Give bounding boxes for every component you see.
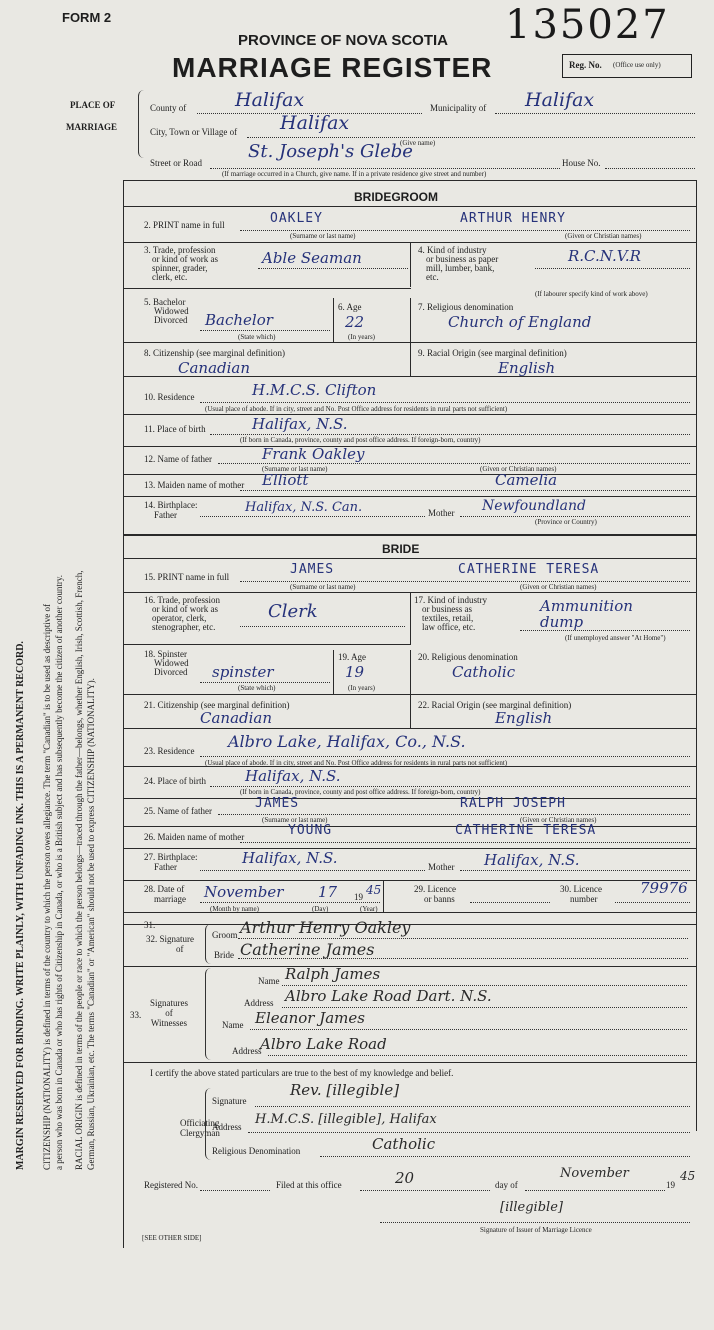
f14-note: (Province or Country) (535, 518, 597, 526)
f22-value: English (495, 709, 553, 727)
f11-note: (If born in Canada, province, county and post office address. If foreign-born, country) (240, 436, 481, 444)
w2-name-label: Name (222, 1020, 244, 1030)
f7-value: Church of England (448, 313, 592, 331)
f22-label: 22. Racial Origin (see marginal definition) (418, 700, 572, 710)
f23-label: 23. Residence (144, 746, 195, 756)
f23-note: (Usual place of abode. If in city, street and No. Post Office address for residents in rural parts not sufficient) (205, 759, 508, 767)
f14-mother-label: Mother (428, 508, 455, 518)
f25-surname-caption: (Surname or last name) (262, 816, 328, 824)
clergy-signature-label: Signature (212, 1096, 247, 1106)
sig-brace (205, 924, 212, 964)
registration-number: 135027 (505, 2, 670, 48)
f33-label: Signatures of Witnesses (150, 998, 188, 1028)
f15-given-caption: (Given or Christian names) (520, 583, 597, 591)
street-label: Street or Road (150, 158, 202, 168)
f19-value: 19 (345, 663, 365, 681)
f25-label: 25. Name of father (144, 806, 212, 816)
f12-given-caption: (Given or Christian names) (480, 465, 557, 473)
f3-label: 3. Trade, profession or kind of work as spinner, grader, clerk, etc. (144, 245, 218, 282)
f31-label: 31. (144, 920, 156, 930)
reg-no-label: Reg. No. (569, 60, 602, 70)
w2-address-label: Address (232, 1046, 262, 1056)
filed-day: 20 (395, 1169, 415, 1187)
f33-number: 33. (130, 1010, 142, 1020)
form-number: FORM 2 (62, 10, 112, 25)
w2-address: Albro Lake Road (260, 1035, 387, 1053)
f8-value: Canadian (178, 359, 251, 377)
f6-label: 6. Age (338, 302, 362, 312)
f18-state-caption: (State which) (238, 684, 276, 692)
f10-note: (Usual place of abode. If in city, street and No. Post Office address for residents in rural parts not sufficient) (205, 405, 508, 413)
f26-surname: YOUNG (288, 823, 333, 838)
sidebar-line-5: RACIAL ORIGIN is defined in terms of the people or race to which the person belongs—traced through the father—belongs, whether English, Irish, Scottish, French, (74, 570, 84, 1170)
marriage-year: 45 (366, 883, 382, 897)
f25-surname: JAMES (255, 796, 300, 811)
sidebar-line-6: German, Russian, Ukrainian, etc. The terms "Canadian" or "American" should not be used to express CITIZENSHIP (NATIONALITY). (86, 678, 96, 1170)
w1-name-label: Name (258, 976, 280, 986)
place-note: (If marriage occurred in a Church, give name. If in a private residence give street and number) (222, 170, 487, 178)
f8-label: 8. Citizenship (see marginal definition) (144, 348, 286, 358)
sidebar-line-2: MARGIN RESERVED FOR BINDING. WRITE PLAINLY, WITH UNFADING INK. THIS IS A PERMANENT RECORD. (15, 641, 26, 1170)
place-of-label: PLACE OF (70, 100, 116, 110)
give-name-caption: (Give name) (400, 139, 436, 147)
f25-given-caption: (Given or Christian names) (520, 816, 597, 824)
f26-given: CATHERINE TERESA (455, 823, 597, 838)
clergy-address-label: Address (212, 1122, 242, 1132)
month-caption: (Month by name) (210, 905, 259, 913)
f15-surname: JAMES (290, 562, 335, 577)
issuer-note: Signature of Issuer of Marriage Licence (480, 1226, 592, 1234)
f15-label: 15. PRINT name in full (144, 572, 230, 582)
day-of-label: day of (495, 1180, 518, 1190)
f14-mother: Newfoundland (482, 498, 586, 514)
year-prefix: 19 (354, 892, 363, 902)
registered-label: Registered No. (144, 1180, 198, 1190)
filed-label: Filed at this office (276, 1180, 342, 1190)
f20-value: Catholic (452, 663, 516, 681)
f16-label: 16. Trade, profession or kind of work as operator, clerk, stenographer, etc. (144, 595, 220, 632)
place-brace (138, 90, 147, 158)
province-title: PROVINCE OF NOVA SCOTIA (238, 32, 449, 49)
f26-label: 26. Maiden name of mother (144, 832, 245, 842)
clergy-brace (205, 1088, 212, 1160)
county-value: Halifax (235, 89, 305, 111)
filed-month: November (560, 1166, 629, 1181)
city-value: Halifax (280, 112, 350, 134)
f32-label: 32. Signature of (146, 934, 194, 954)
marriage-label: MARRIAGE (66, 122, 117, 132)
municipality-label: Municipality of (430, 103, 487, 113)
f2-surname-caption: (Surname or last name) (290, 232, 356, 240)
f25-given: RALPH JOSEPH (460, 796, 566, 811)
f5-label: 5. Bachelor Widowed Divorced (144, 297, 189, 325)
f24-note: (If born in Canada, province, county and post office address. If foreign-born, country) (240, 788, 481, 796)
f2-given: ARTHUR HENRY (460, 211, 566, 226)
f5-state-caption: (State which) (238, 333, 276, 341)
f2-label: 2. PRINT name in full (144, 220, 225, 230)
f2-surname: OAKLEY (270, 211, 323, 226)
f27-mother-label: Mother (428, 862, 455, 872)
f7-label: 7. Religious denomination (418, 302, 514, 312)
municipality-value: Halifax (525, 89, 595, 111)
f18-value: spinster (212, 663, 274, 681)
groom-signature: Arthur Henry Oakley (240, 918, 411, 937)
f27-label: 27. Birthplace: Father (144, 852, 198, 872)
f27-father: Halifax, N.S. (242, 849, 338, 867)
f9-value: English (498, 359, 556, 377)
bridegroom-heading: BRIDEGROOM (354, 190, 438, 204)
f12-value: Frank Oakley (262, 445, 365, 463)
f2-given-caption: (Given or Christian names) (565, 232, 642, 240)
f24-value: Halifax, N.S. (245, 767, 341, 785)
f4-value: R.C.N.V.R (568, 247, 641, 265)
f23-value: Albro Lake, Halifax, Co., N.S. (228, 732, 466, 751)
city-label: City, Town or Village of (150, 127, 238, 137)
clergy-address: H.M.C.S. [illegible], Halifax (255, 1112, 437, 1127)
f12-surname-caption: (Surname or last name) (262, 465, 328, 473)
f18-label: 18. Spinster Widowed Divorced (144, 649, 189, 677)
f20-label: 20. Religious denomination (418, 652, 518, 662)
f17-note: (If unemployed answer "At Home") (565, 634, 666, 642)
issuer-signature: [illegible] (500, 1200, 563, 1215)
see-other-side: [SEE OTHER SIDE] (142, 1234, 202, 1242)
f6-value: 22 (345, 313, 365, 331)
sidebar-line-3: CITIZENSHIP (NATIONALITY) is defined in terms of the country to which the person owes allegiance. The term "Canadian" is to be used as descriptive of (42, 604, 52, 1170)
f14-father: Halifax, N.S. Can. (245, 500, 363, 515)
f19-label: 19. Age (338, 652, 366, 662)
f4-note: (If labourer specify kind of work above) (535, 290, 648, 298)
f9-label: 9. Racial Origin (see marginal definition) (418, 348, 567, 358)
f29-label: 29. Licence or banns (414, 884, 456, 904)
reg-no-note: (Office use only) (613, 61, 661, 69)
w1-address: Albro Lake Road Dart. N.S. (285, 987, 492, 1005)
clergy-religion: Catholic (372, 1135, 436, 1153)
f21-value: Canadian (200, 709, 273, 727)
religious-denomination-label: Religious Denomination (212, 1146, 301, 1156)
street-value: St. Joseph's Glebe (248, 141, 413, 162)
f17-value-2: dump (540, 613, 584, 631)
bride-signature: Catherine James (240, 940, 375, 959)
year-caption: (Year) (360, 905, 378, 913)
f19-years-caption: (In years) (348, 684, 376, 692)
w2-name: Eleanor James (255, 1009, 365, 1027)
f28-label: 28. Date of marriage (144, 884, 186, 904)
day-caption: (Day) (312, 905, 329, 913)
f10-label: 10. Residence (144, 392, 195, 402)
f14-label: 14. Birthplace: Father (144, 500, 198, 520)
f17-label: 17. Kind of industry or business as textiles, retail, law office, etc. (414, 595, 487, 632)
w1-name: Ralph James (285, 965, 381, 983)
f15-surname-caption: (Surname or last name) (290, 583, 356, 591)
f4-label: 4. Kind of industry or business as paper mill, lumber, bank, etc. (418, 245, 499, 282)
f30-label: 30. Licence number (560, 884, 602, 904)
f17-value-1: Ammunition (540, 597, 633, 615)
marriage-day: 17 (318, 883, 338, 901)
margin-instructions (0, 150, 110, 1330)
licence-number: 79976 (640, 879, 688, 897)
f11-label: 11. Place of birth (144, 424, 206, 434)
f11-value: Halifax, N.S. (252, 415, 348, 433)
f27-mother: Halifax, N.S. (484, 851, 580, 869)
f16-value: Clerk (268, 601, 318, 622)
reg-no-box (562, 54, 692, 78)
county-label: County of (150, 103, 187, 113)
groom-label: Groom (212, 930, 238, 940)
f21-label: 21. Citizenship (see marginal definition) (144, 700, 290, 710)
f3-value: Able Seaman (262, 249, 362, 267)
filed-year-prefix: 19 (666, 1180, 675, 1190)
clergy-label: Officiating Clergyman (180, 1118, 220, 1138)
marriage-month: November (204, 883, 284, 901)
f12-label: 12. Name of father (144, 454, 212, 464)
f6-years-caption: (In years) (348, 333, 376, 341)
house-label: House No. (562, 158, 601, 168)
f13-label: 13. Maiden name of mother (144, 480, 245, 490)
f13-surname: Elliott (262, 471, 309, 489)
bride-heading: BRIDE (382, 542, 420, 556)
f5-value: Bachelor (205, 311, 273, 329)
bride-label: Bride (214, 950, 234, 960)
page-title: MARRIAGE REGISTER (172, 52, 493, 83)
f15-given: CATHERINE TERESA (458, 562, 600, 577)
clergy-signature: Rev. [illegible] (290, 1081, 400, 1099)
witness-brace (205, 968, 212, 1060)
w1-address-label: Address (244, 998, 274, 1008)
f10-value: H.M.C.S. Clifton (252, 381, 377, 399)
sidebar-line-4: a person who was born in Canada or who has rights of Citizenship in Canada, or who is a British subject and has subsequently become the citizen of another country. (54, 574, 64, 1170)
filed-year: 45 (680, 1169, 696, 1183)
certify-text: I certify the above stated particulars are true to the best of my knowledge and belief. (150, 1068, 454, 1078)
f13-given: Camelia (495, 471, 558, 489)
f24-label: 24. Place of birth (144, 776, 206, 786)
